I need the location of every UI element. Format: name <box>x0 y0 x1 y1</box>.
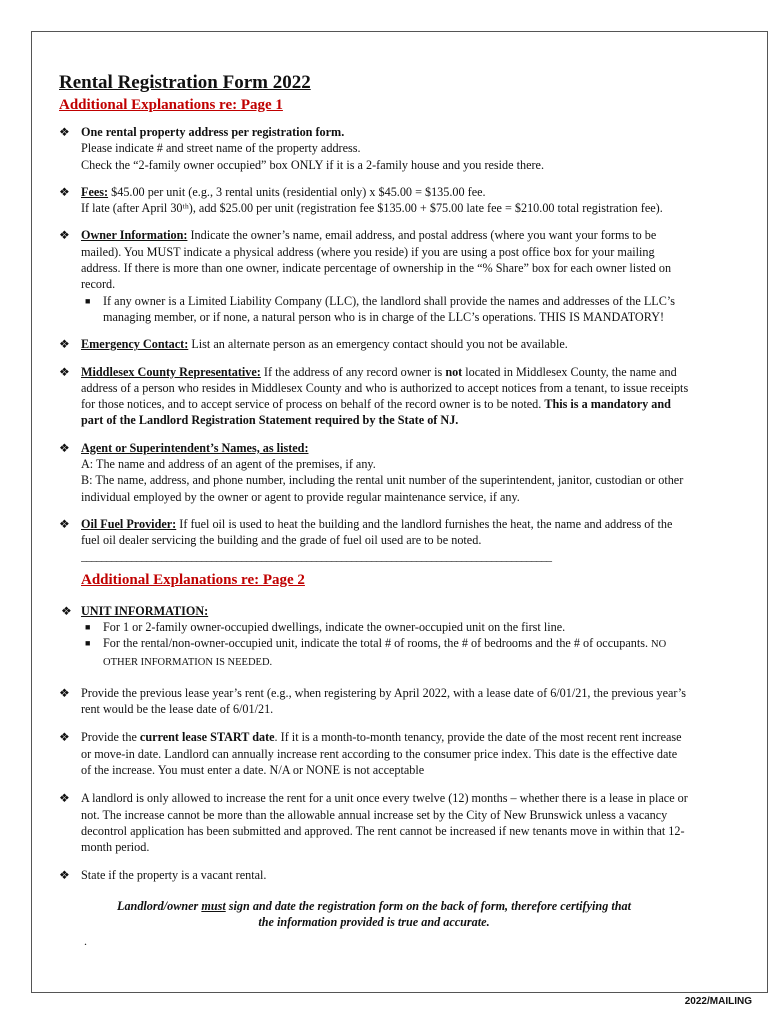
diamond-bullet-icon: ❖ <box>59 364 70 379</box>
fees-item <box>59 184 689 217</box>
page1-heading: Additional Explanations re: Page 1 <box>59 97 283 113</box>
fees-line2: If late (after April 30ᵗʰ), add $25.00 per unit (registration fee $135.00 + $75.00 late fee = $210.00 total registration fee). <box>81 201 663 216</box>
address-label: One rental property address per registration form. <box>81 125 345 139</box>
form-title: Rental Registration Form 2022 <box>59 72 311 93</box>
middlesex-label: Middlesex County Representative: <box>81 364 261 379</box>
address-line1: Please indicate # and street name of the property address. <box>81 141 361 156</box>
emergency-label: Emergency Contact: <box>81 337 189 352</box>
increase-text: A landlord is only allowed to increase the rent for a unit once every twelve (12) months – whether there is a lease in place or not. The increase cannot be more than the allowable annual increase set by the City of New Brunswick unless a vacancy decontrol application has been submitted and approved. The rent cannot be increased if new tenants move in within that 12-month period. <box>81 791 688 855</box>
start-post: . If it is a month-to-month tenancy, provide the date of the most recent rent increase or move-in date. Landlord can annually increase rent according to the consumer price index. This date is the effective date of the increase. You must enter a date. N/A or NONE is not acceptable <box>81 730 682 777</box>
middlesex-text-b: located in Middlesex County, the name and address of a person who resides in Middlesex County and who is authorized to accept notices from a tenant, to issue receipts for those notices, and to accept service of process on behalf of the record owner is to be noted. <box>81 364 689 412</box>
increase-item <box>59 790 689 855</box>
unit-s2a: For the rental/non-owner-occupied unit, indicate the total # of rooms, the # of bedrooms and the # of occupants. <box>103 636 652 651</box>
fees-label: Fees: <box>81 184 109 199</box>
middlesex-mandatory: This is a mandatory and part of the Landlord Registration Statement required by the State of NJ. <box>81 397 671 428</box>
certification-note <box>59 898 689 930</box>
unit-subitem-1 <box>59 619 689 635</box>
document-body <box>59 72 689 949</box>
diamond-bullet-icon: ❖ <box>59 337 70 352</box>
emergency-item <box>59 336 689 352</box>
middlesex-item <box>59 364 689 429</box>
oil-label: Oil Fuel Provider: <box>81 516 177 531</box>
fees-text: $45.00 per unit (e.g., 3 rental units (residential only) x $45.00 = $135.00 fee. <box>108 184 486 199</box>
diamond-bullet-icon: ❖ <box>59 730 70 745</box>
agent-label: Agent or Superintendent’s Names, as listed: <box>81 440 309 455</box>
start-pre: Provide the <box>81 730 140 745</box>
diamond-bullet-icon: ❖ <box>59 125 70 139</box>
diamond-bullet-icon: ❖ <box>59 440 70 455</box>
middlesex-not: not <box>445 364 463 379</box>
lease-item <box>59 685 689 718</box>
owner-label: Owner Information: <box>81 228 188 243</box>
square-bullet-icon: ■ <box>85 295 91 306</box>
emergency-text: List an alternate person as an emergency contact should you not be available. <box>188 337 568 352</box>
address-line2: Check the “2-family owner occupied” box ONLY if it is a 2-family house and you reside there. <box>81 157 544 172</box>
unit-label: UNIT INFORMATION: <box>81 603 209 618</box>
diamond-bullet-icon: ❖ <box>59 685 70 700</box>
section-divider: ______________________________________________________________________________________________ <box>81 548 551 563</box>
square-bullet-icon: ■ <box>85 638 91 649</box>
diamond-bullet-icon: ❖ <box>59 868 70 883</box>
agent-a: A: The name and address of an agent of the premises, if any. <box>81 457 376 472</box>
mailing-code: 2022/MAILING <box>684 996 752 1007</box>
owner-llc-text: If any owner is a Limited Liability Company (LLC), the landlord shall provide the names and addresses of the LLC’s managing member, or if none, a natural person who is in charge of the LLC’s operations. THIS IS MANDATORY! <box>103 293 675 324</box>
unit-subitem-2 <box>59 635 689 672</box>
unit-s2b: NO OTHER INFORMATION IS NEEDED. <box>103 639 667 669</box>
diamond-bullet-icon: ❖ <box>59 184 70 199</box>
unit-item <box>61 603 689 619</box>
lease-text: Provide the previous lease year’s rent (e.g., when registering by April 2022, with a lease date of 6/01/21, the previous year’s rent would be the lease date of 6/01/21. <box>81 685 687 717</box>
footer-must: must <box>201 898 226 913</box>
owner-text: Indicate the owner’s name, email address, and postal address (where you want your forms to be mailed). You MUST indicate a physical address (where you reside) if you are using a post office box for your mailing address. If there is more than one owner, indicate percentage of ownership in the “% Share” box for each owner listed on record. <box>81 228 672 292</box>
footer-pre: Landlord/owner <box>117 898 202 913</box>
diamond-bullet-icon: ❖ <box>59 228 70 243</box>
start-item <box>59 729 689 778</box>
agent-item <box>59 440 689 505</box>
vacant-text: State if the property is a vacant rental. <box>81 868 267 883</box>
unit-s1: For 1 or 2-family owner-occupied dwellings, indicate the owner-occupied unit on the first line. <box>103 619 566 634</box>
middlesex-text-a: If the address of any record owner is <box>260 364 446 379</box>
diamond-bullet-icon: ❖ <box>59 791 70 806</box>
diamond-bullet-icon: ❖ <box>61 603 72 618</box>
owner-llc-subitem <box>59 293 689 326</box>
address-item <box>59 124 689 173</box>
page2-heading: Additional Explanations re: Page 2 <box>81 571 305 588</box>
vacant-item <box>59 867 689 883</box>
start-bold: current lease START date <box>139 730 275 745</box>
owner-item <box>59 227 689 292</box>
oil-text: If fuel oil is used to heat the building and the landlord furnishes the heat, the name and address of the fuel oil dealer servicing the building and the grade of fuel oil used are to be noted. <box>81 516 673 548</box>
diamond-bullet-icon: ❖ <box>59 516 70 531</box>
agent-b: B: The name, address, and phone number, including the rental unit number of the superintendent, janitor, custodian or other individual employed by the owner or agent to provide regular maintenance service, if any. <box>81 473 684 504</box>
footer-post: sign and date the registration form on the back of form, therefore certifying that the information provided is true and accurate. <box>225 898 631 929</box>
oil-item <box>59 516 689 549</box>
square-bullet-icon: ■ <box>85 621 91 632</box>
trailing-dot: . <box>84 933 87 948</box>
